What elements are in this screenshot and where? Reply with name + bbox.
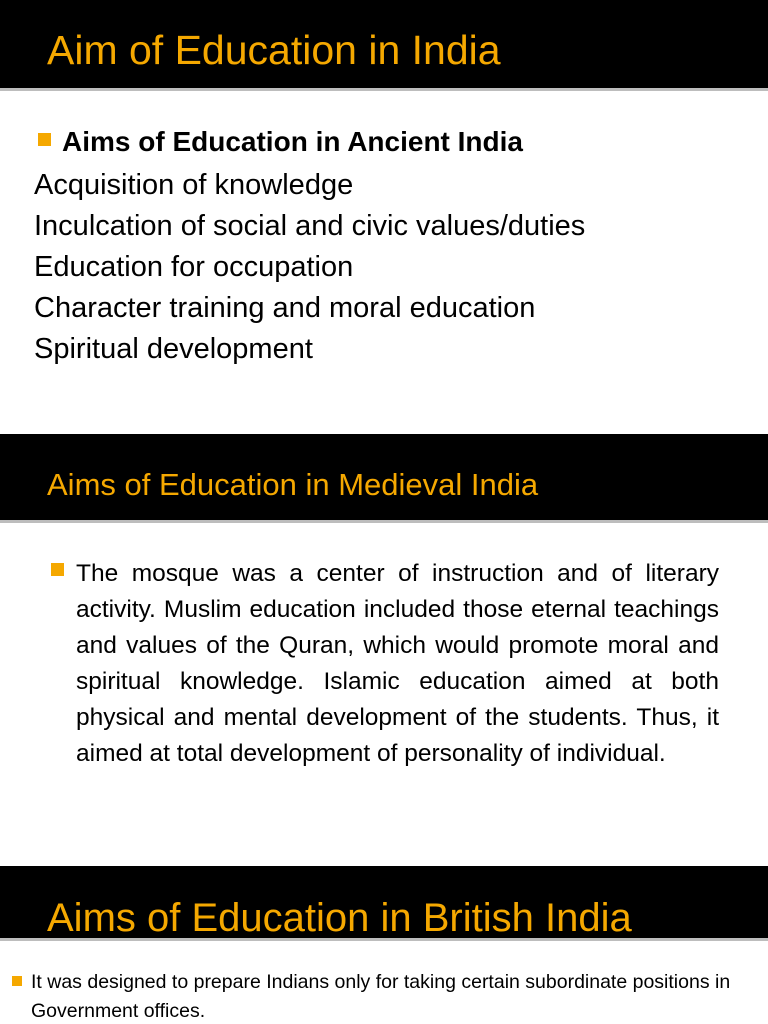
body-paragraph: The mosque was a center of instruction and of literary activity. Muslim education included those eternal teachings and values of the Quran, which would promote moral and spiritual knowledge. Islamic education aimed at both physical and mental development of the students. Thus, it aimed at total development of personality of individual.: [76, 560, 719, 767]
square-bullet-icon: [51, 563, 64, 576]
title-bar: [0, 434, 768, 523]
title-bar: [0, 0, 768, 91]
slide-british-india: [0, 866, 768, 1024]
list-item: Education for occupation: [34, 251, 354, 283]
list-item: Character training and moral education: [34, 292, 536, 324]
list-item: Acquisition of knowledge: [34, 169, 354, 201]
aims-list: [34, 165, 585, 370]
slide-ancient-india: [0, 0, 768, 432]
square-bullet-icon: [12, 976, 22, 986]
slide-title: Aims of Education in Medieval India: [47, 467, 539, 502]
body-paragraph: It was designed to prepare Indians only for taking certain subordinate positions in Government offices.: [31, 971, 731, 1022]
slide-medieval-india: [0, 432, 768, 866]
slide-title: Aims of Education in British India: [47, 896, 632, 940]
square-bullet-icon: [38, 133, 51, 146]
title-bar: [0, 866, 768, 941]
list-item: Spiritual development: [34, 333, 313, 365]
section-heading: Aims of Education in Ancient India: [62, 126, 523, 157]
list-item: Inculcation of social and civic values/duties: [34, 210, 586, 242]
slide-title: Aim of Education in India: [47, 27, 501, 73]
